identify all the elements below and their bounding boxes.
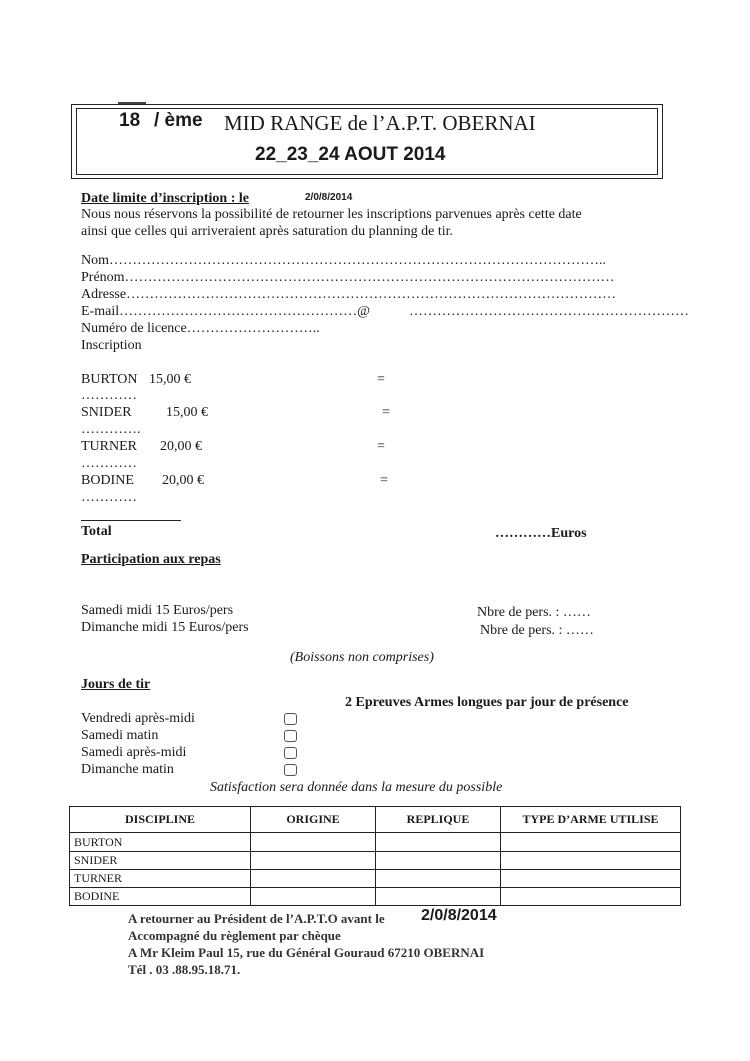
total-label: Total <box>81 524 112 539</box>
jour-option-label: Vendredi après-midi <box>81 711 195 726</box>
replique-cell[interactable] <box>376 833 501 852</box>
table-row <box>70 833 681 852</box>
table-row <box>70 888 681 906</box>
repas-dimanche: Dimanche midi 15 Euros/pers <box>81 620 249 635</box>
column-header: DISCIPLINE <box>70 807 251 833</box>
price-name: SNIDER <box>81 405 132 420</box>
replique-cell[interactable] <box>376 870 501 888</box>
price-name: TURNER <box>81 439 137 454</box>
type-arme-cell[interactable] <box>501 833 681 852</box>
deadline-note-line1: Nous nous réservons la possibilité de retourner les inscriptions parvenues après cette date <box>81 207 582 222</box>
field-email[interactable]: E-mail……………………………………………@ <box>81 304 370 319</box>
deadline-date: 2/0/8/2014 <box>305 192 353 203</box>
boissons-note: (Boissons non comprises) <box>290 650 434 665</box>
column-header: REPLIQUE <box>376 807 501 833</box>
table-header-row <box>70 807 681 833</box>
price-value: 20,00 € <box>160 439 202 454</box>
footer-payment-note: Accompagné du règlement par chèque <box>128 928 341 943</box>
jour-samedi-matin-checkbox[interactable] <box>284 730 297 742</box>
price-amount-field[interactable]: ………… <box>81 388 137 403</box>
repas-title: Participation aux repas <box>81 552 221 567</box>
field-prenom[interactable]: Prénom…………………………………………………………………………………………… <box>81 270 615 285</box>
field-adresse[interactable]: Adresse…………………………………………………………………………………………… <box>81 287 617 302</box>
discipline-table <box>69 806 681 906</box>
replique-cell[interactable] <box>376 888 501 906</box>
footer-return-note: A retourner au Président de l’A.P.T.O avant le <box>128 911 385 926</box>
jour-samedi-apres-midi-checkbox[interactable] <box>284 747 297 759</box>
origine-cell[interactable] <box>251 833 376 852</box>
footer-date: 2/0/8/2014 <box>421 907 497 924</box>
price-equals: = <box>377 372 385 387</box>
total-value[interactable]: …………Euros <box>495 526 587 541</box>
jour-option-label: Dimanche matin <box>81 762 174 777</box>
field-licence[interactable]: Numéro de licence……………………….. <box>81 321 320 336</box>
footer-address: A Mr Kleim Paul 15, rue du Général Gouraud 67210 OBERNAI <box>128 945 485 960</box>
discipline-cell: TURNER <box>70 870 251 888</box>
price-equals: = <box>382 405 390 420</box>
price-value: 15,00 € <box>149 372 191 387</box>
jour-vendredi-checkbox[interactable] <box>284 713 297 725</box>
field-email-domain[interactable]: …………………………………………………… <box>409 304 689 319</box>
jour-option-label: Samedi matin <box>81 728 159 743</box>
deadline-label: Date limite d’inscription : le <box>81 191 249 206</box>
discipline-cell: BURTON <box>70 833 251 852</box>
repas-nbre-dimanche[interactable]: Nbre de pers. : …… <box>480 623 594 638</box>
edition-suffix: / ème <box>154 110 203 131</box>
price-value: 15,00 € <box>166 405 208 420</box>
origine-cell[interactable] <box>251 852 376 870</box>
price-name: BODINE <box>81 473 134 488</box>
price-equals: = <box>377 439 385 454</box>
price-amount-field[interactable]: ………… <box>81 456 137 471</box>
footer-phone: Tél . 03 .88.95.18.71. <box>128 962 241 977</box>
discipline-cell: SNIDER <box>70 852 251 870</box>
jour-dimanche-checkbox[interactable] <box>284 764 297 776</box>
jours-title: Jours de tir <box>81 677 151 692</box>
price-amount-field[interactable]: …………. <box>81 422 141 437</box>
event-dates: 22_23_24 AOUT 2014 <box>255 144 446 165</box>
repas-nbre-samedi[interactable]: Nbre de pers. : …… <box>477 605 591 620</box>
type-arme-cell[interactable] <box>501 852 681 870</box>
price-amount-field[interactable]: ………… <box>81 490 137 505</box>
type-arme-cell[interactable] <box>501 888 681 906</box>
discipline-cell: BODINE <box>70 888 251 906</box>
epreuves-note: 2 Epreuves Armes longues par jour de présence <box>345 695 629 710</box>
repas-samedi: Samedi midi 15 Euros/pers <box>81 603 234 618</box>
satisfaction-note: Satisfaction sera donnée dans la mesure du possible <box>210 780 503 795</box>
origine-cell[interactable] <box>251 888 376 906</box>
column-header: TYPE D’ARME UTILISE <box>501 807 681 833</box>
price-name: BURTON <box>81 372 138 387</box>
column-header: ORIGINE <box>251 807 376 833</box>
origine-cell[interactable] <box>251 870 376 888</box>
jour-option-label: Samedi après-midi <box>81 745 187 760</box>
field-nom[interactable]: Nom…………………………………………………………………………………………….. <box>81 253 606 268</box>
table-row <box>70 852 681 870</box>
inscription-label: Inscription <box>81 338 142 353</box>
event-title: MID RANGE de l’A.P.T. OBERNAI <box>224 111 536 135</box>
replique-cell[interactable] <box>376 852 501 870</box>
type-arme-cell[interactable] <box>501 870 681 888</box>
table-row <box>70 870 681 888</box>
edition-number: 18 <box>119 110 141 131</box>
price-equals: = <box>380 473 388 488</box>
total-divider <box>81 520 181 521</box>
price-value: 20,00 € <box>162 473 204 488</box>
deadline-note-line2: ainsi que celles qui arriveraient après saturation du planning de tir. <box>81 224 454 239</box>
